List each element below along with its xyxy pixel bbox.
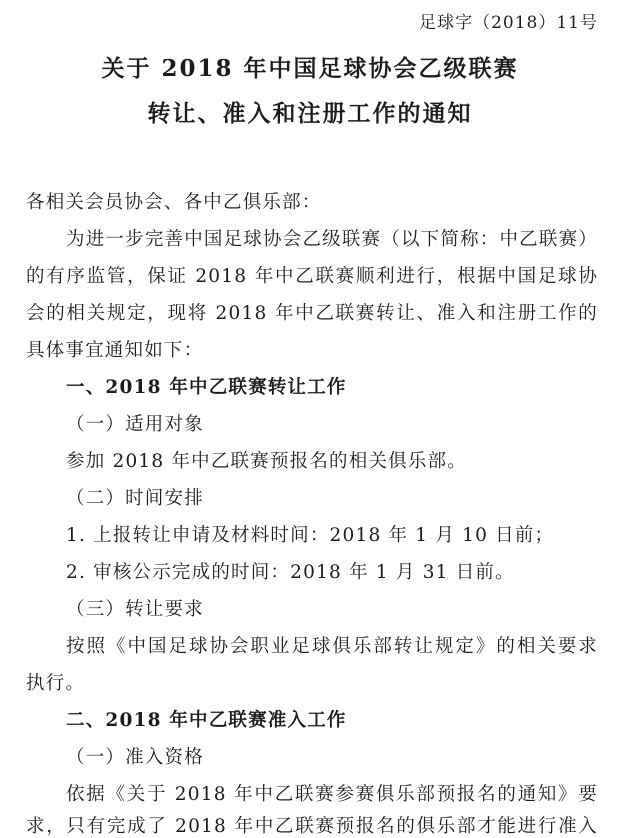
intro-line-1: 为进一步完善中国足球协会乙级联赛（以下简称：中乙联赛）	[66, 229, 598, 250]
section-1-sub-2-item-1: 1. 上报转让申请及材料时间：2018 年 1 月 10 日前；	[66, 525, 555, 546]
section-2-heading: 二、2018 年中乙联赛准入工作	[66, 710, 347, 731]
section-2-sub-1-text-line-2: 求，只有完成了 2018 年中乙联赛预报名的俱乐部才能进行准入	[26, 816, 598, 837]
document-title-line-2: 转让、准入和注册工作的通知	[147, 100, 473, 127]
section-1-sub-2-heading: （二）时间安排	[66, 488, 204, 509]
section-1-heading: 一、2018 年中乙联赛转让工作	[66, 377, 347, 398]
section-1-sub-3-heading: （三）转让要求	[66, 599, 204, 620]
intro-line-4: 具体事宜通知如下：	[26, 340, 204, 361]
intro-line-3: 会的相关规定，现将 2018 年中乙联赛转让、准入和注册工作的	[26, 303, 598, 324]
section-1-sub-2-item-2: 2. 审核公示完成的时间：2018 年 1 月 31 日前。	[66, 562, 515, 583]
section-2-sub-1-heading: （一）准入资格	[66, 747, 204, 768]
document-number: 足球字（2018）11号	[419, 13, 598, 33]
addressee: 各相关会员协会、各中乙俱乐部：	[26, 192, 322, 213]
section-2-sub-1-text-line-1: 依据《关于 2018 年中乙联赛参赛俱乐部预报名的通知》要	[66, 784, 598, 805]
document-title-line-1: 关于 2018 年中国足球协会乙级联赛	[101, 55, 519, 82]
section-1-sub-1-heading: （一）适用对象	[66, 414, 204, 435]
section-1-sub-3-text-line-1: 按照《中国足球协会职业足球俱乐部转让规定》的相关要求	[66, 636, 598, 657]
intro-line-2: 的有序监管，保证 2018 年中乙联赛顺利进行，根据中国足球协	[26, 266, 598, 287]
section-1-sub-3-text-line-2: 执行。	[26, 673, 86, 694]
section-1-sub-1-text: 参加 2018 年中乙联赛预报名的相关俱乐部。	[66, 451, 467, 472]
